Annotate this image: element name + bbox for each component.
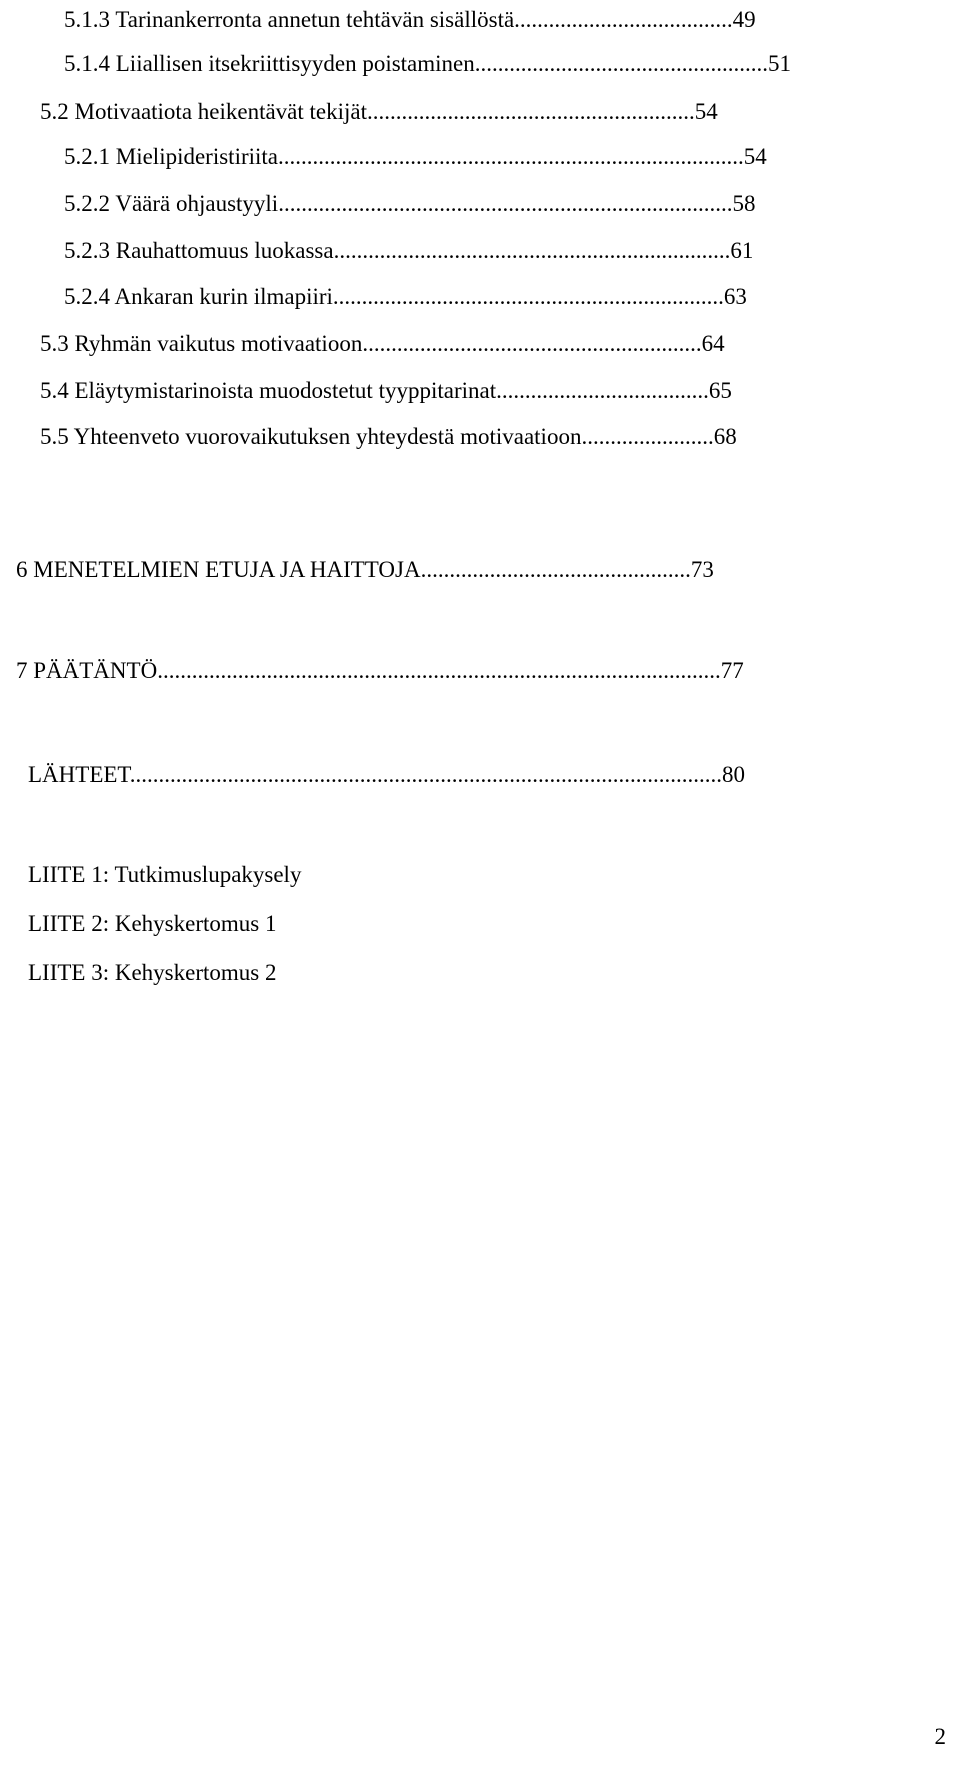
toc-entry: 5.2 Motivaatiota heikentävät tekijät.........................................................54 [40,99,718,124]
toc-entry: 5.2.3 Rauhattomuus luokassa.....................................................................61 [64,238,754,263]
toc-entry: 6 MENETELMIEN ETUJA JA HAITTOJA...............................................73 [16,557,714,582]
toc-entry: 5.3 Ryhmän vaikutus motivaatioon...........................................................64 [40,331,725,356]
toc-entry: 5.2.2 Väärä ohjaustyyli...............................................................................58 [64,191,756,216]
toc-entry: 5.4 Eläytymistarinoista muodostetut tyyppitarinat.....................................65 [40,378,732,403]
toc-entry: 5.1.4 Liiallisen itsekriittisyyden poistaminen...................................................51 [64,51,792,76]
toc-entry: 7 PÄÄTÄNTÖ..................................................................................................77 [16,658,744,683]
toc-entry: 5.5 Yhteenveto vuorovaikutuksen yhteydestä motivaatioon.......................68 [40,424,737,449]
page-number: 2 [934,1724,946,1749]
toc-entry: 5.2.1 Mielipideristiriita.................................................................................54 [64,144,767,169]
appendix-item: LIITE 1: Tutkimuslupakysely [28,862,302,887]
toc-entry: LÄHTEET.......................................................................................................80 [28,762,746,787]
appendix-item: LIITE 3: Kehyskertomus 2 [28,960,277,985]
toc-entry: 5.2.4 Ankaran kurin ilmapiiri....................................................................63 [64,284,747,309]
appendix-item: LIITE 2: Kehyskertomus 1 [28,911,277,936]
toc-entry: 5.1.3 Tarinankerronta annetun tehtävän sisällöstä......................................49 [64,7,756,32]
